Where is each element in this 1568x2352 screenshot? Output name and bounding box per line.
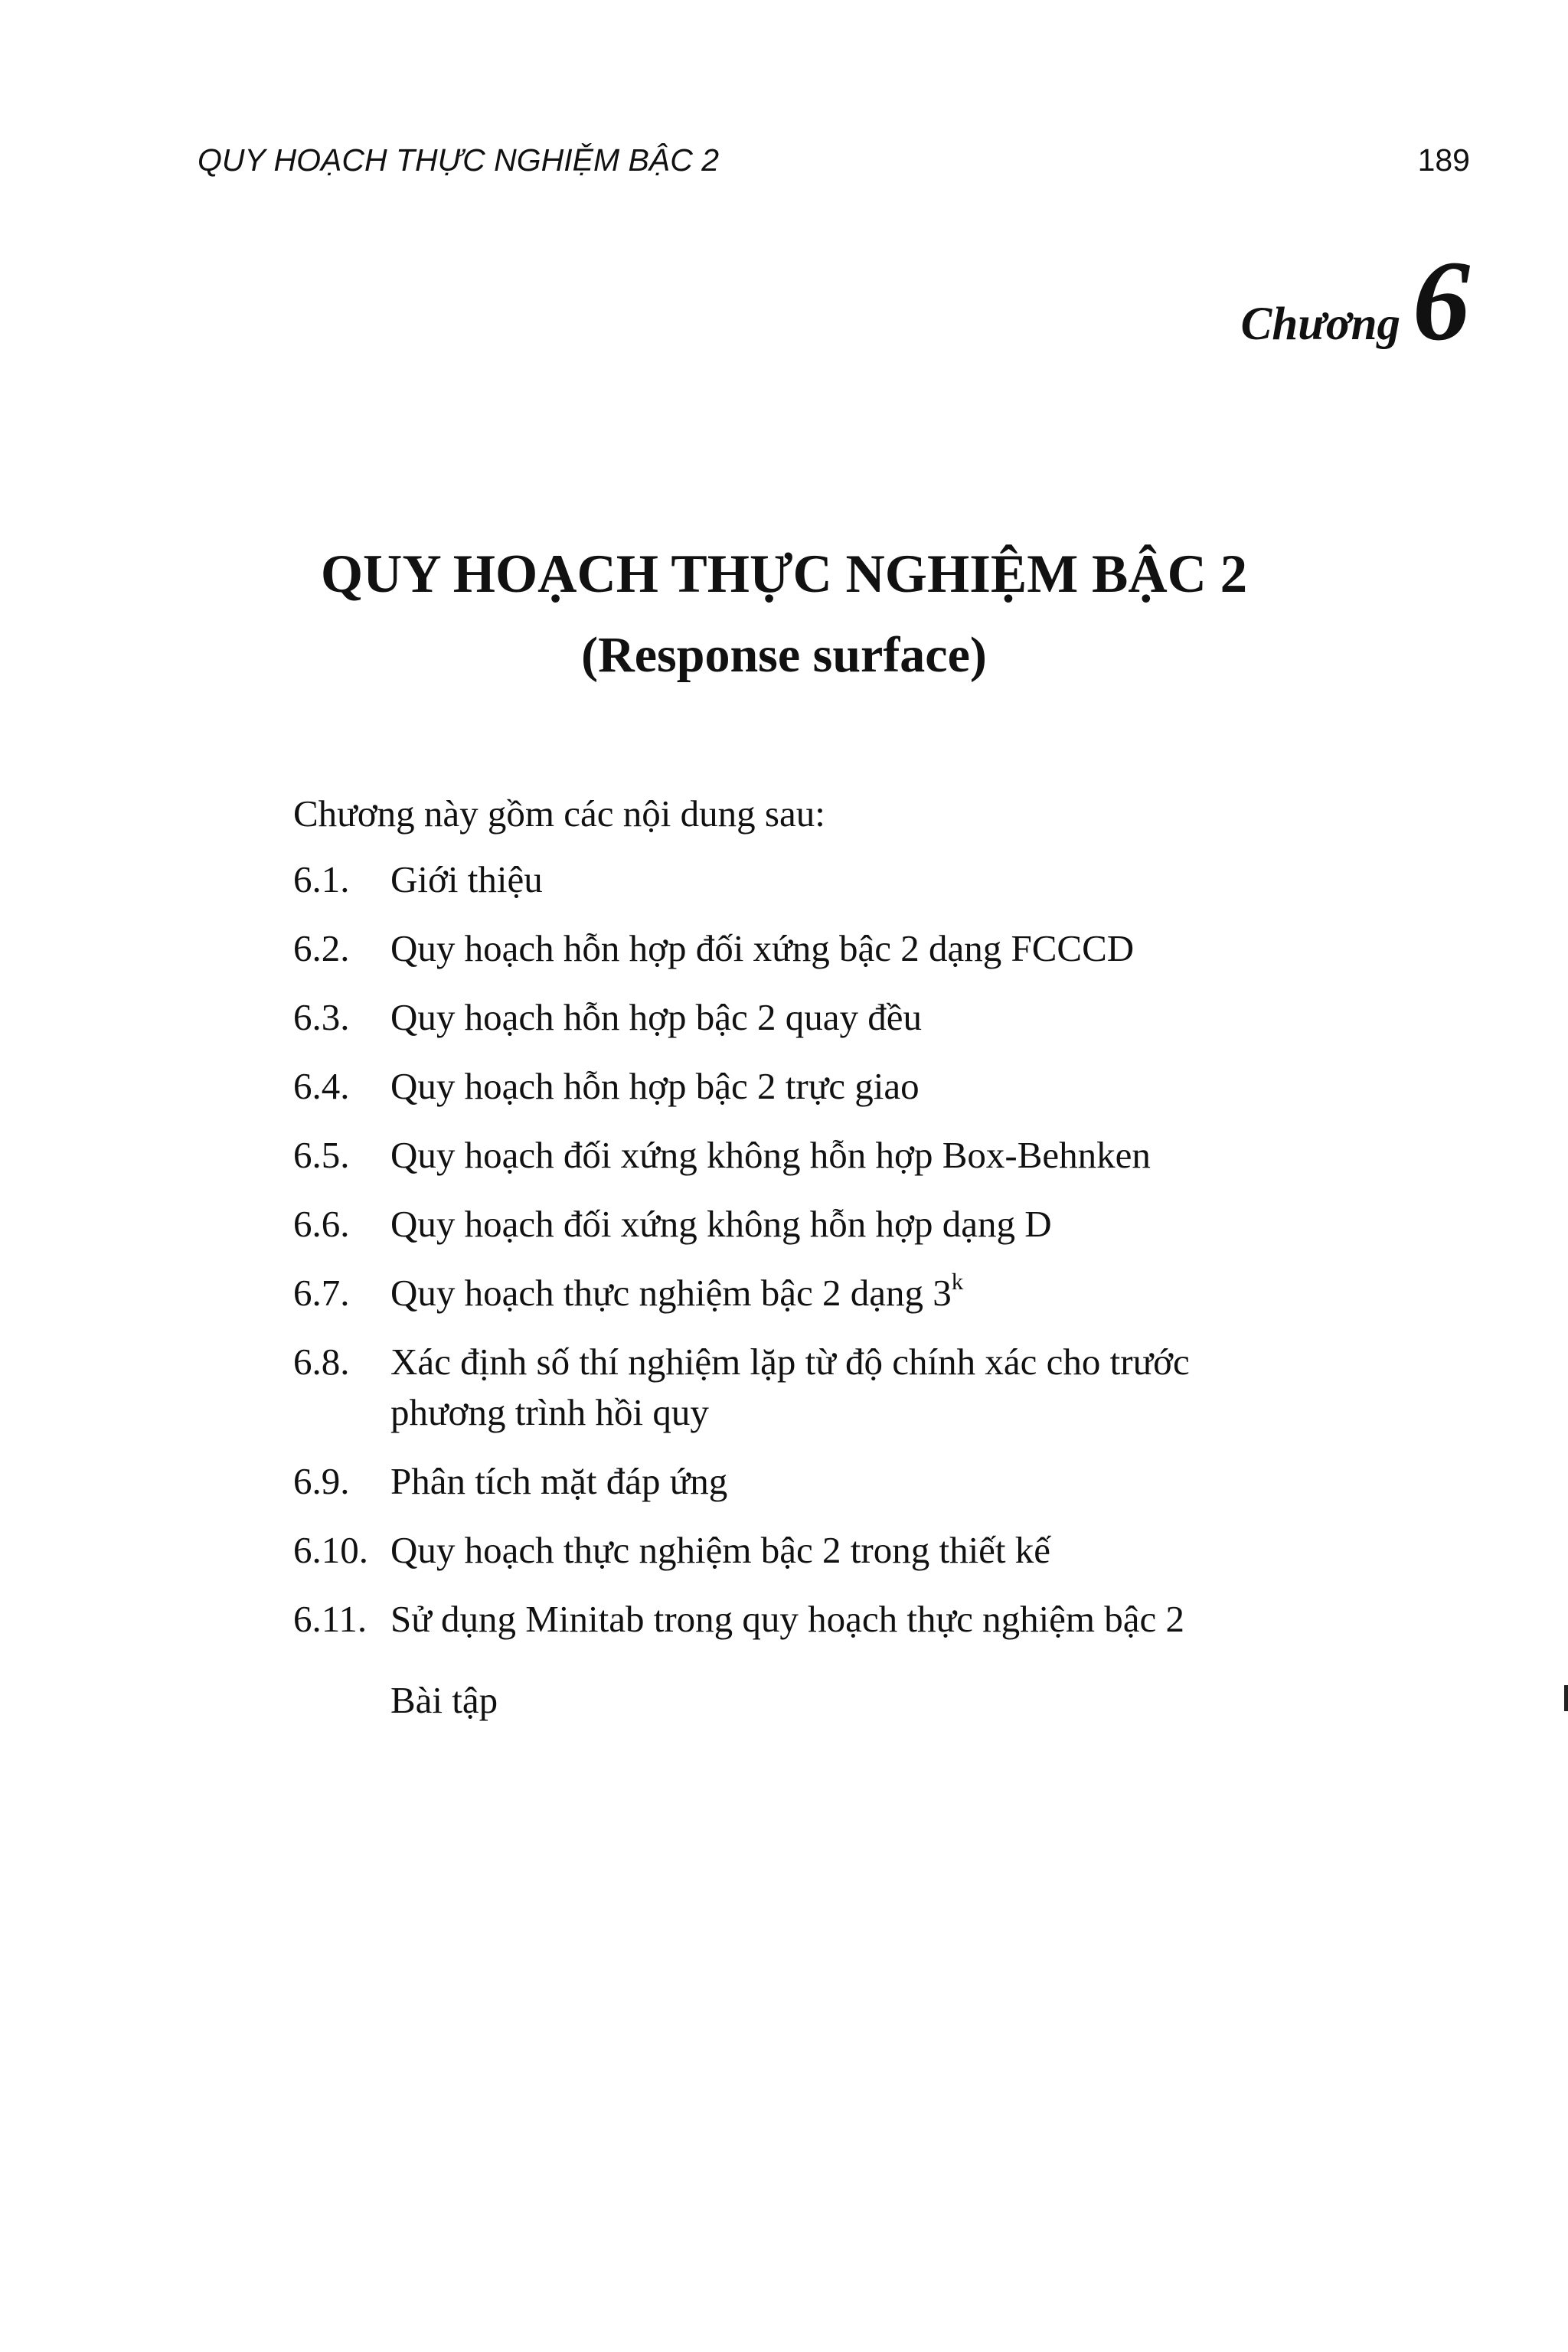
- exercise-label: Bài tập: [390, 1679, 498, 1721]
- toc-item-number: 6.1.: [293, 858, 350, 900]
- toc-item-text: Quy hoạch đối xứng không hỗn hợp Box-Behnken: [390, 1134, 1151, 1176]
- chapter-title: QUY HOẠCH THỰC NGHIỆM BẬC 2: [320, 544, 1248, 604]
- toc-item-text: Quy hoạch đối xứng không hỗn hợp dạng D: [390, 1203, 1052, 1245]
- toc-item-6-5: [293, 1130, 1403, 1181]
- toc-item-number: 6.5.: [293, 1134, 350, 1176]
- toc-item-text: Quy hoạch thực nghiệm bậc 2 trong thiết kế: [390, 1529, 1051, 1571]
- running-title: QUY HOẠCH THỰC NGHIỆM BẬC 2: [198, 142, 720, 178]
- toc-item-number: 6.2.: [293, 927, 350, 969]
- toc-item-number: 6.10.: [293, 1529, 368, 1571]
- toc-item-text: Sử dụng Minitab trong quy hoạch thực nghiệm bậc 2: [390, 1598, 1185, 1640]
- toc-item-main-text: Xác định số thí nghiệm lặp từ độ chính xác cho trước: [390, 1341, 1190, 1383]
- toc-item-6-3: [293, 992, 1403, 1043]
- toc-item-number: 6.7.: [293, 1272, 350, 1314]
- table-of-contents: [293, 854, 1403, 1663]
- chapter-word: Chương: [1240, 299, 1400, 350]
- toc-item-continuation: phương trình hồi quy: [390, 1391, 709, 1433]
- toc-item-6-4: [293, 1061, 1403, 1112]
- toc-item-text: [390, 1268, 1403, 1318]
- chapter-intro: Chương này gồm các nội dung sau:: [293, 792, 825, 835]
- toc-item-number: 6.3.: [293, 996, 350, 1038]
- toc-item-number: 6.8.: [293, 1341, 350, 1383]
- toc-item-6-2: [293, 923, 1403, 974]
- toc-item-6-10: [293, 1525, 1403, 1576]
- page-number: 189: [1417, 142, 1470, 178]
- toc-item-text: [390, 1337, 1403, 1438]
- toc-item-6-8: [293, 1337, 1403, 1438]
- page-edge-mark: [1564, 1685, 1568, 1711]
- toc-item-6-1: [293, 854, 1403, 905]
- chapter-subtitle: (Response surface): [581, 627, 987, 683]
- toc-item-number: 6.9.: [293, 1460, 350, 1502]
- toc-item-text: Quy hoạch hỗn hợp bậc 2 quay đều: [390, 996, 923, 1038]
- chapter-number: 6: [1413, 237, 1470, 364]
- toc-item-text: Giới thiệu: [390, 858, 543, 900]
- toc-item-number: 6.4.: [293, 1065, 350, 1107]
- running-header: [198, 141, 1470, 179]
- toc-item-number: 6.6.: [293, 1203, 350, 1245]
- chapter-label: [1240, 237, 1470, 364]
- superscript-k: k: [951, 1268, 964, 1295]
- toc-item-6-9: [293, 1456, 1403, 1507]
- toc-item-text: Quy hoạch hỗn hợp bậc 2 trực giao: [390, 1065, 920, 1107]
- toc-item-text: Phân tích mặt đáp ứng: [390, 1460, 728, 1502]
- toc-item-6-6: [293, 1199, 1403, 1250]
- toc-item-number: 6.11.: [293, 1598, 368, 1640]
- toc-item-text: Quy hoạch hỗn hợp đối xứng bậc 2 dạng FCCCD: [390, 927, 1135, 969]
- toc-item-6-7: [293, 1268, 1403, 1318]
- toc-item-6-11: [293, 1594, 1403, 1645]
- toc-item-main-text: Quy hoạch thực nghiệm bậc 2 dạng 3: [390, 1272, 952, 1314]
